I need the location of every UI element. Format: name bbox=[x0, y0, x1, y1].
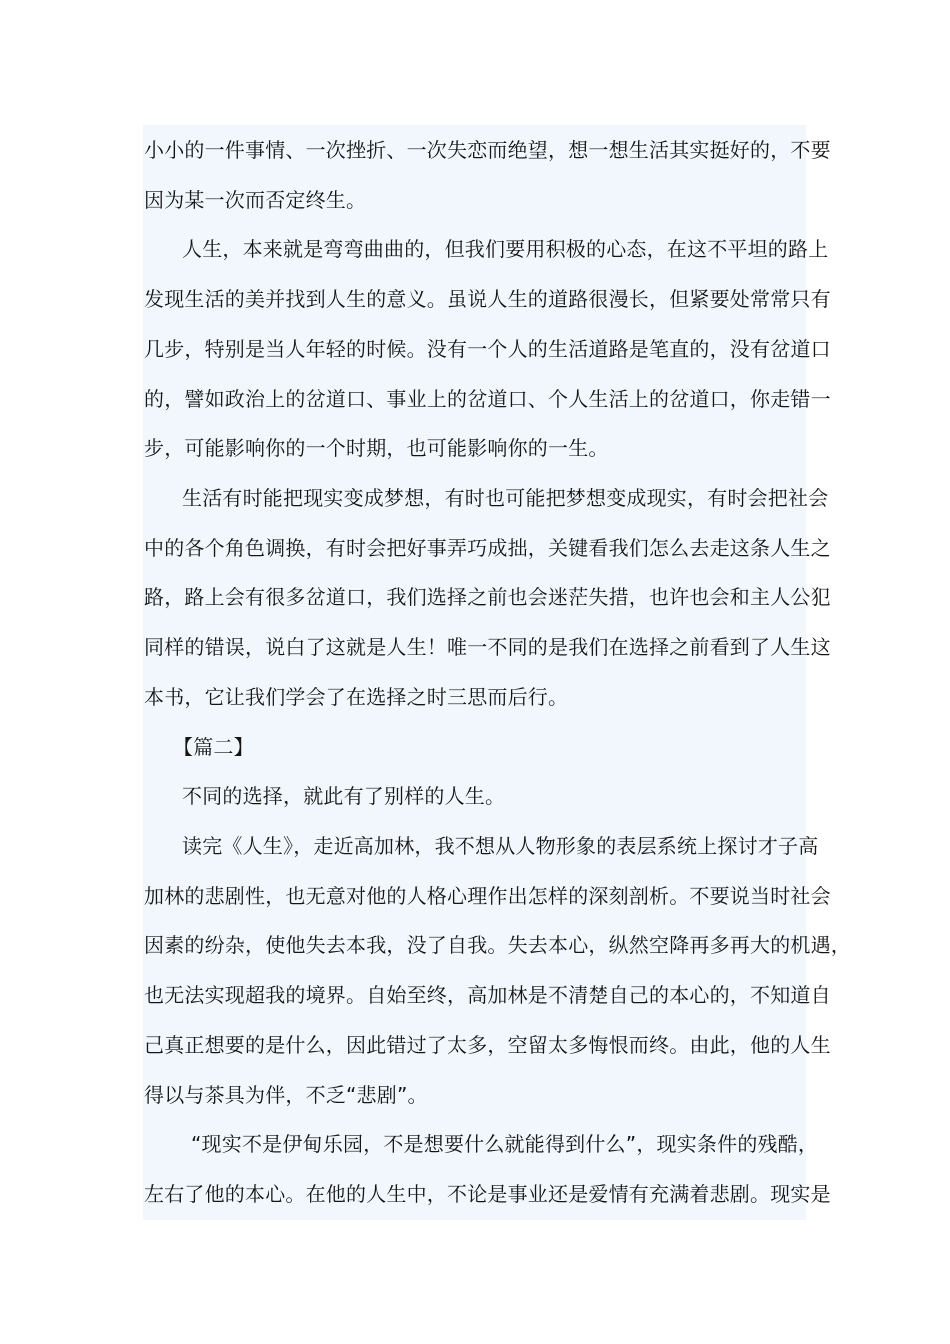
text-line: 路，路上会有很多岔道口，我们选择之前也会迷茫失措，也许也会和主人公犯 bbox=[144, 585, 831, 609]
text-line: 左右了他的本心。在他的人生中，不论是事业还是爱情有充满着悲剧。现实是 bbox=[144, 1182, 831, 1206]
text-line: 因为某一次而否定终生。 bbox=[144, 188, 367, 212]
paragraph-start-line: 生活有时能把现实变成梦想，有时也可能把梦想变成现实，有时会把社会 bbox=[182, 486, 829, 510]
text-line: 步，可能影响你的一个时期，也可能影响你的一生。 bbox=[144, 436, 609, 460]
text-line: 己真正想要的是什么，因此错过了太多，空留太多悔恨而终。由此，他的人生 bbox=[144, 1033, 831, 1057]
text-line: 小小的一件事情、一次挫折、一次失恋而绝望，想一想生活其实挺好的，不要 bbox=[144, 138, 831, 162]
text-line: 中的各个角色调换，有时会把好事弄巧成拙，关键看我们怎么去走这条人生之 bbox=[144, 536, 831, 560]
text-line: 的，譬如政治上的岔道口、事业上的岔道口、个人生活上的岔道口，你走错一 bbox=[144, 387, 831, 411]
document-text-block bbox=[143, 125, 851, 1220]
paragraph-start-line: 不同的选择，就此有了别样的人生。 bbox=[182, 784, 506, 808]
text-line: 因素的纷杂，使他失去本我，没了自我。失去本心，纵然空降再多再大的机遇， bbox=[144, 933, 851, 957]
text-line: 也无法实现超我的境界。自始至终，高加林是不清楚自己的本心的，不知道自 bbox=[144, 983, 831, 1007]
text-line: 发现生活的美并找到人生的意义。虽说人生的道路很漫长，但紧要处常常只有 bbox=[144, 287, 831, 311]
paragraph-start-line: “现实不是伊甸乐园，不是想要什么就能得到什么”，现实条件的残酷， bbox=[191, 1132, 819, 1156]
text-line: 加林的悲剧性，也无意对他的人格心理作出怎样的深刻剖析。不要说当时社会 bbox=[144, 884, 831, 908]
text-line: 本书，它让我们学会了在选择之时三思而后行。 bbox=[144, 685, 569, 709]
section-heading: 【篇二】 bbox=[173, 735, 254, 759]
text-line: 几步，特别是当人年轻的时候。没有一个人的生活道路是笔直的，没有岔道口 bbox=[144, 337, 831, 361]
text-line: 得以与茶具为伴，不乏“悲剧”。 bbox=[144, 1083, 428, 1107]
text-line: 同样的错误，说白了这就是人生！唯一不同的是我们在选择之前看到了人生这 bbox=[144, 635, 831, 659]
paragraph-start-line: 读完《人生》，走近高加林，我不想从人物形象的表层系统上探讨才子高 bbox=[182, 834, 819, 858]
paragraph-start-line: 人生，本来就是弯弯曲曲的，但我们要用积极的心态，在这不平坦的路上 bbox=[182, 237, 829, 261]
